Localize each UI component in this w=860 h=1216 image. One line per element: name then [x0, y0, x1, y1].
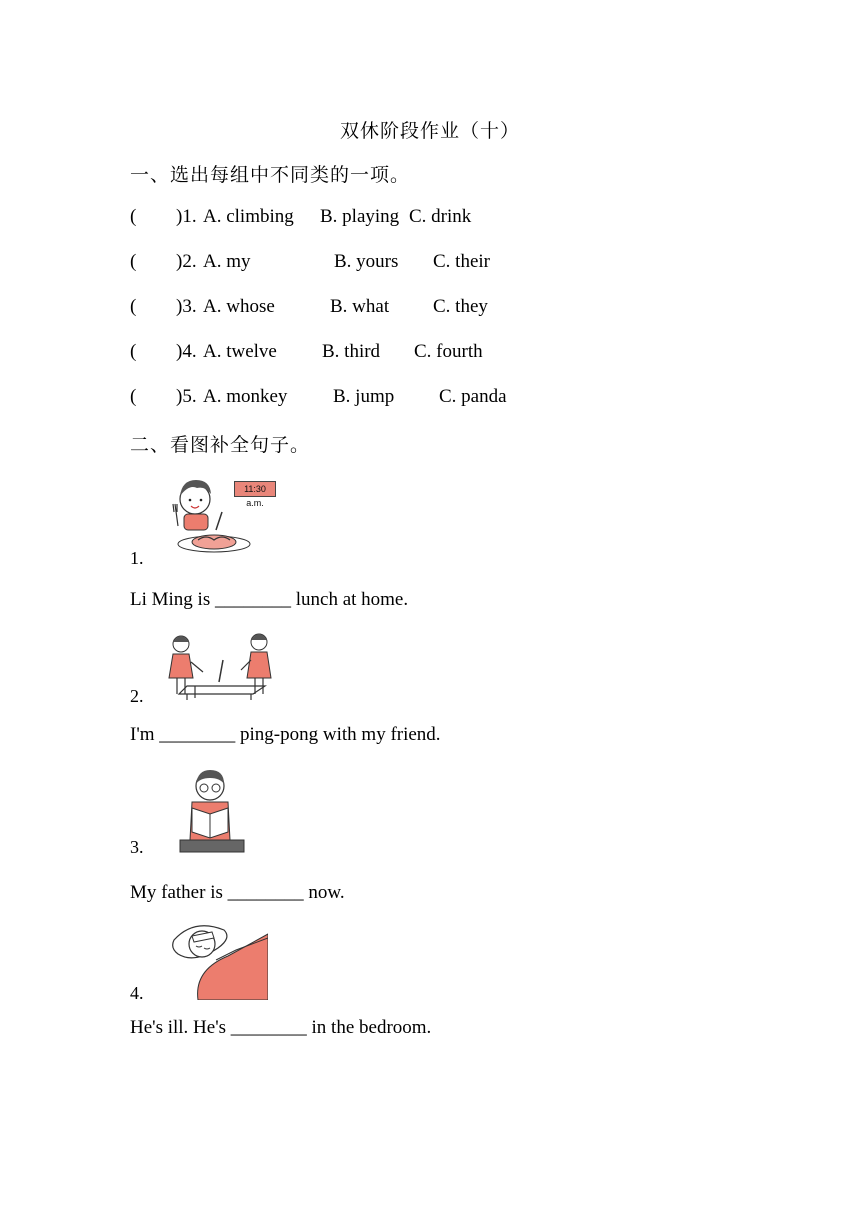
item-number: 3.	[130, 837, 144, 857]
page-title: 双休阶段作业（十）	[339, 121, 520, 142]
option-b: B. yours	[334, 251, 399, 272]
question-number: )1.	[176, 206, 197, 227]
father-reading-illustration	[178, 766, 248, 856]
option-c: C. panda	[439, 386, 507, 407]
question-number: )3.	[176, 296, 197, 317]
fill-in-sentence-3: My father is ________ now.	[130, 882, 345, 903]
item-number: 1.	[130, 548, 144, 568]
option-b: B. what	[330, 296, 390, 317]
question-row-4	[130, 341, 650, 365]
answer-paren-open: (	[130, 206, 137, 227]
fill-in-sentence-4: He's ill. He's ________ in the bedroom.	[130, 1017, 432, 1038]
answer-paren-open: (	[130, 341, 137, 362]
question-row-5	[130, 386, 650, 410]
answer-paren-open: (	[130, 386, 137, 407]
clock-label: 11:30 a.m.	[234, 481, 276, 497]
item-number: 2.	[130, 686, 144, 706]
option-c: C. drink	[409, 206, 472, 227]
question-row-1	[130, 206, 650, 230]
fill-in-sentence-1: Li Ming is ________ lunch at home.	[130, 589, 409, 610]
option-a: A. climbing	[203, 206, 294, 227]
question-number: )4.	[176, 341, 197, 362]
answer-paren-open: (	[130, 296, 137, 317]
kids-playing-ping-pong-illustration	[165, 630, 283, 702]
option-a: A. my	[203, 251, 251, 272]
question-row-3	[130, 296, 650, 320]
option-b: B. third	[322, 341, 381, 362]
option-b: B. playing	[320, 206, 400, 227]
item-number: 4.	[130, 983, 144, 1003]
question-number: )5.	[176, 386, 197, 407]
option-c: C. fourth	[414, 341, 483, 362]
option-a: A. monkey	[203, 386, 288, 407]
fill-in-sentence-2: I'm ________ ping-pong with my friend.	[130, 724, 441, 745]
question-row-2	[130, 251, 650, 275]
section-1-heading: 一、选出每组中不同类的一项。	[130, 165, 411, 186]
option-a: A. whose	[203, 296, 275, 317]
question-number: )2.	[176, 251, 197, 272]
boy-sick-in-bed-illustration	[168, 918, 268, 1000]
section-2-heading: 二、看图补全句子。	[130, 435, 311, 456]
option-c: C. their	[433, 251, 490, 272]
option-c: C. they	[433, 296, 488, 317]
option-b: B. jump	[333, 386, 395, 407]
option-a: A. twelve	[203, 341, 277, 362]
answer-paren-open: (	[130, 251, 137, 272]
